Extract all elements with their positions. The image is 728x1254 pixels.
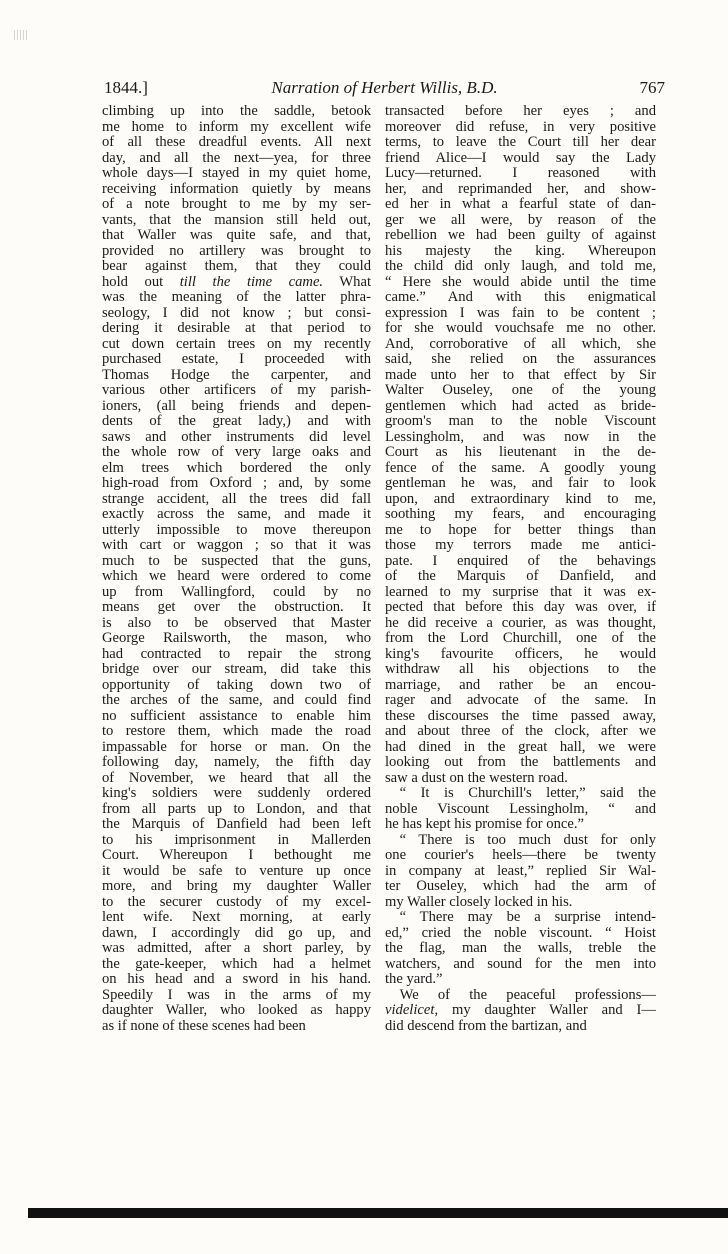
text-line: Court. Whereupon I bethought me: [102, 847, 371, 863]
bottom-border-rule: [28, 1208, 728, 1218]
italic-text: till the time came.: [179, 273, 324, 290]
text-line: opportunity of taking down two of: [102, 676, 371, 693]
text-line: receiving information quietly by means: [102, 180, 371, 197]
text-line: soothing my fears, and encouraging: [385, 506, 656, 522]
text-line: strange accident, all the trees did fall: [102, 490, 371, 507]
text-line: cut down certain trees on my recently: [102, 335, 371, 352]
italic-text: videlicet: [385, 1002, 435, 1018]
text-line: me to hope for better things than: [385, 521, 656, 538]
text-line: pected that before this day was over, if: [385, 599, 656, 615]
text-line: vants, that the mansion still held out,: [102, 211, 371, 228]
text-line: the gate-keeper, which had a helmet: [102, 955, 371, 972]
running-header: [104, 78, 665, 102]
text-line: more, and bring my daughter Waller: [102, 878, 371, 894]
text-line: ioners, (all being friends and depen-: [102, 397, 371, 414]
text-line: those my terrors made me antici-: [385, 537, 656, 553]
text-line: noble Viscount Lessingholm, “ and: [385, 800, 656, 817]
text-line: Lucy—returned. I reasoned with: [385, 165, 656, 181]
text-line: gentlemen which had acted as bride-: [385, 397, 656, 414]
text-line: following day, namely, the fifth day: [102, 754, 371, 770]
text-line: transacted before her eyes ; and: [385, 103, 656, 119]
text-line: gentleman he was, and fair to look: [385, 475, 656, 491]
text-line: impassable for horse or man. On the: [102, 738, 371, 755]
text-line: bear against them, that they could: [102, 258, 371, 274]
text-line: which we heard were ordered to come: [102, 568, 371, 584]
text-line: learned to my surprise that it was ex-: [385, 583, 656, 600]
text-line: George Railsworth, the mason, who: [102, 630, 371, 646]
text-line: he did receive a courier, as was thought,: [385, 614, 656, 631]
text-line: my Waller closely locked in his.: [385, 893, 573, 910]
text-line: king's soldiers were suddenly ordered: [102, 785, 371, 801]
text-line: dering it desirable at that period to: [102, 320, 371, 336]
text-line: the yard.”: [385, 971, 443, 987]
text-line: said, she relied on the assurances: [385, 351, 656, 367]
text-line: of a note brought to me by my ser-: [102, 196, 371, 212]
text-line: pate. I enquired of the behavings: [385, 552, 656, 569]
text-line: to the securer custody of my excel-: [102, 893, 371, 910]
right-text-column: [385, 104, 656, 1034]
text-line: groom's man to the noble Viscount: [385, 413, 656, 429]
text-line: expression I was fain to be content ;: [385, 304, 656, 321]
text-line: king's favourite officers, he would: [385, 645, 656, 662]
text-line: watchers, and sound for the men into: [385, 955, 656, 972]
text-line: ger we all were, by reason of the: [385, 211, 656, 228]
text-line: various other artificers of my parish-: [102, 382, 371, 398]
text-line: bridge over our stream, did take this: [102, 661, 371, 677]
text-line: utterly impossible to move thereupon: [102, 521, 371, 538]
text-line: saw a dust on the western road.: [385, 769, 568, 786]
text-line: “ There is too much dust for only: [385, 831, 656, 848]
text-line: high-road from Oxford ; and, by some: [102, 475, 371, 491]
text-line: ter Ouseley, which had the arm of: [385, 878, 656, 894]
page-number: 767: [639, 78, 665, 97]
text-line: to his imprisonment in Mallerden: [102, 831, 371, 848]
text-line: one courier's heels—there be twenty: [385, 847, 656, 863]
text-line: had dined in the great hall, we were: [385, 738, 656, 755]
text-line: no sufficient assistance to enable him: [102, 707, 371, 724]
text-line: purchased estate, I proceeded with: [102, 351, 371, 367]
text-line: hold out till the time came. What: [102, 273, 372, 290]
text-line: it would be safe to venture up once: [102, 862, 371, 879]
text-line: for she would vouchsafe me no other.: [385, 320, 656, 336]
text-line: and about three of the clock, after we: [385, 723, 656, 739]
text-line: looking out from the battlements and: [385, 754, 656, 770]
text-line: with cart or waggon ; so that it was: [102, 537, 371, 553]
text-line: came.” And with this enigmatical: [385, 289, 656, 305]
text-line: from all parts up to London, and that: [102, 800, 371, 817]
text-line: lent wife. Next morning, at early: [102, 909, 371, 925]
text-line: these discourses the time passed away,: [385, 707, 656, 724]
text-line: the child did only laugh, and told me,: [385, 258, 656, 274]
text-line: Court as his lieutenant in the de-: [385, 444, 656, 460]
text-line: to restore them, which made the road: [102, 723, 371, 739]
text-line: that Waller was quite safe, and that,: [102, 227, 371, 243]
text-line: ed,” cried the noble viscount. “ Hoist: [385, 924, 656, 941]
text-line: as if none of these scenes had been: [102, 1017, 306, 1034]
text-line: upon, and extraordinary kind to me,: [385, 490, 656, 507]
text-line: did descend from the bartizan, and: [385, 1017, 587, 1034]
text-line: marriage, and rather be an encou-: [385, 676, 656, 693]
text-line: much to be suspected that the guns,: [102, 552, 371, 569]
text-line: provided no artillery was brought to: [102, 242, 371, 259]
text-line: dawn, I accordingly did go up, and: [102, 924, 371, 941]
text-line: Lessingholm, and was now in the: [385, 428, 656, 445]
text-line: We of the peaceful professions—: [385, 986, 656, 1003]
text-line: day, and all the next—yea, for three: [102, 149, 371, 166]
text-line: rager and advocate of the same. In: [385, 692, 656, 708]
text-line: daughter Waller, who looked as happy: [102, 1002, 371, 1018]
text-line: friend Alice—I would say the Lady: [385, 149, 656, 166]
text-line: the flag, man the walls, treble the: [385, 940, 656, 956]
text-line: up from Wallingford, could by no: [102, 583, 371, 600]
text-line: exactly across the same, and made it: [102, 506, 371, 522]
left-text-column: [102, 104, 371, 1034]
text-line: moreover did refuse, in very positive: [385, 118, 656, 135]
text-line: Speedily I was in the arms of my: [102, 986, 371, 1003]
text-line: of all these dreadful events. All next: [102, 134, 371, 150]
text-line: saws and other instruments did level: [102, 428, 371, 445]
text-line: whole days—I stayed in my quiet home,: [102, 165, 371, 181]
scan-mark: [14, 30, 28, 40]
header-year: 1844.]: [104, 78, 148, 97]
text-line: made unto her to that effect by Sir: [385, 366, 656, 383]
text-line: Walter Ouseley, one of the young: [385, 382, 656, 398]
text-line: climbing up into the saddle, betook: [102, 103, 371, 119]
text-line: is also to be observed that Master: [102, 614, 371, 631]
text-line: means get over the obstruction. It: [102, 599, 371, 615]
text-line: the Marquis of Danfield had been left: [102, 816, 371, 832]
text-line: of November, we heard that all the: [102, 769, 371, 786]
text-line: elm trees which bordered the only: [102, 459, 371, 476]
text-line: ed her in what a fearful state of dan-: [385, 196, 656, 212]
text-line: withdraw all his objections to the: [385, 661, 656, 677]
text-line: Thomas Hodge the carpenter, and: [102, 366, 371, 383]
text-line: terms, to leave the Court till her dear: [385, 134, 656, 150]
text-line: the whole row of very large oaks and: [102, 444, 371, 460]
text-line: he has kept his promise for once.”: [385, 816, 584, 832]
text-line: her, and reprimanded her, and show-: [385, 180, 656, 197]
text-line: from the Lord Churchill, one of the: [385, 630, 656, 646]
text-line: his majesty the king. Whereupon: [385, 242, 656, 259]
text-line: the arches of the same, and could find: [102, 692, 371, 708]
text-line: And, corroborative of all which, she: [385, 335, 656, 352]
header-title: Narration of Herbert Willis, B.D.: [271, 78, 498, 97]
text-line: rebellion we had been guilty of against: [385, 227, 656, 243]
text-line: “ There may be a surprise intend-: [385, 909, 656, 925]
text-line: seology, I did not know ; but consi-: [102, 304, 371, 321]
text-line: was the meaning of the latter phra-: [102, 289, 371, 305]
text-line: “ It is Churchill's letter,” said the: [385, 785, 656, 801]
text-line: videlicet, my daughter Waller and I—: [385, 1002, 656, 1018]
text-line: “ Here she would abide until the time: [385, 273, 656, 290]
text-line: on his head and a sword in his hand.: [102, 971, 371, 987]
text-line: me home to inform my excellent wife: [102, 118, 371, 135]
text-line: had contracted to repair the strong: [102, 645, 371, 662]
text-line: dents of the great lady,) and with: [102, 413, 371, 429]
text-line: fence of the same. A goodly young: [385, 459, 656, 476]
text-line: of the Marquis of Danfield, and: [385, 568, 656, 584]
text-line: in company at least,” replied Sir Wal-: [385, 862, 656, 879]
text-line: was admitted, after a short parley, by: [102, 940, 371, 956]
